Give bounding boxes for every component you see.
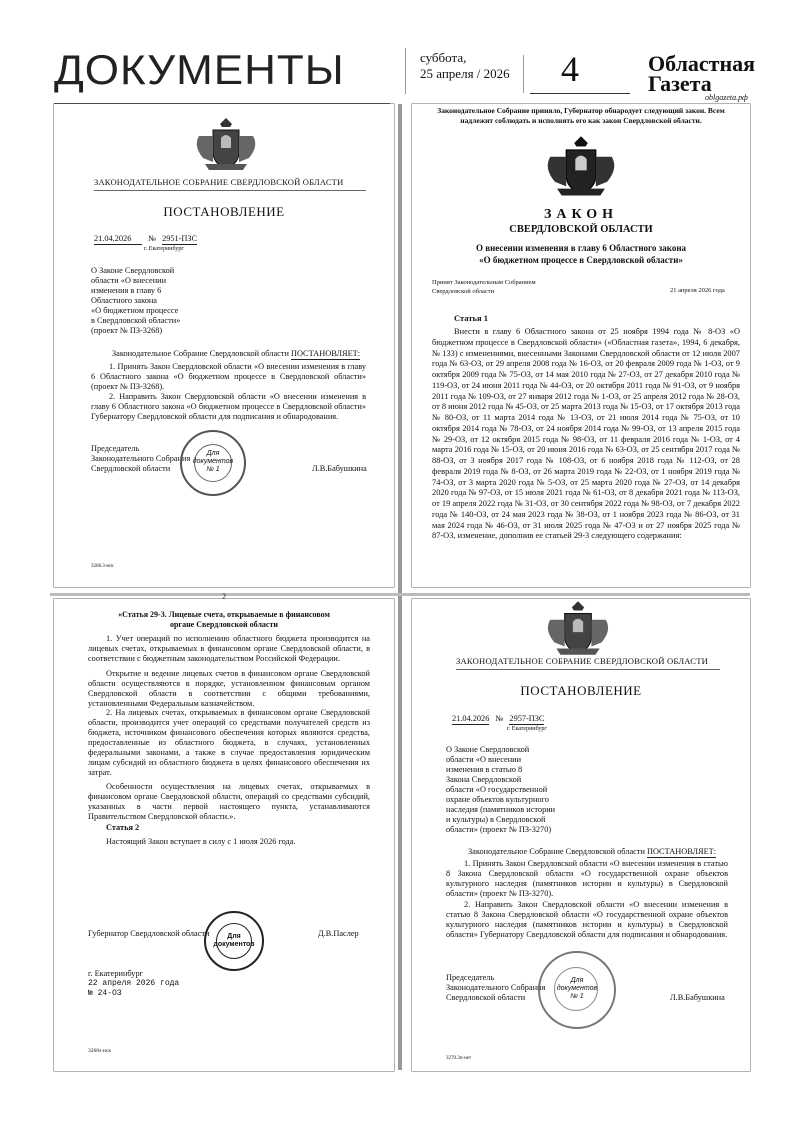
doc4-subject-line: наследия (памятников истории (446, 805, 556, 814)
paper-line2: Газета (648, 71, 712, 96)
doc4-sign-line: Председатель (446, 973, 495, 982)
doc1-intro-line (112, 349, 360, 360)
doc1-org-rule (94, 190, 366, 191)
header-day: суббота, (420, 50, 467, 65)
doc1-p2: 2. Направить Закон Свердловской области «О внесении изменения в главу 6 Областного закона «О бюджетном процессе в Свердловской области» Губернатору Свердловской области для подписания и обнародования. (91, 392, 366, 421)
doc4-subject-line: изменения в статью 8 (446, 765, 523, 774)
doc4-date-line (452, 714, 544, 725)
doc4-subject-line: и культуры) в Свердловской (446, 815, 546, 824)
doc1-intro: Законодательное Собрание Свердловской области (112, 349, 289, 358)
column-separator-bottom (398, 590, 402, 1070)
doc3-p3: 2. На лицевых счетах, открываемых в финансовом органе Свердловской области, производится учет операций со средствами получателей средств из бюджета, источником финансового обеспечения которых являются средства, предоставленные из областного бюджета, в случаях, установленных федеральными законами, а также в случае предоставления юридическим лицам субсидий из областного бюджета в целях финансового обеспечения их затрат. (88, 708, 370, 777)
header-date-value: 25 апреля / 2026 (420, 66, 510, 81)
doc4-org-rule (456, 669, 720, 670)
doc1-subject-line: области «О внесении (91, 276, 167, 285)
doc3-stamp-text (212, 933, 256, 949)
doc4-subject-line: области» (проект № ПЗ-3270) (446, 825, 552, 834)
doc2-subject-line: О внесении изменения в главу 6 Областного закона (475, 243, 687, 253)
coat-of-arms-icon (191, 116, 261, 174)
doc1-signer: Л.В.Бабушкина (312, 464, 367, 473)
doc2-preamble: Законодательное Собрание приняло, Губернатор обнародует следующий закон. Всем надлежит соблюдать и исполнять его как закон Свердловской области. (437, 106, 725, 125)
doc1-subject-line: Областного закона (91, 296, 157, 305)
doc3-page: 2 (222, 592, 226, 601)
doc4-subject-line: области «О государственной (446, 785, 548, 794)
doc4-p2: 2. Направить Закон Свердловской области «О внесении изменения в статью 8 Закона Свердловской области «О государственной охране объектов культурного наследия (памятников истории и культуры) в Свердловской области» Губернатору Свердловской области для подписания и обнародования. (446, 900, 728, 939)
doc1-subject (91, 266, 221, 336)
coat-of-arms-icon (540, 134, 622, 200)
stamp-line: документов (192, 458, 234, 465)
doc3-article2-text: Настоящий Закон вступает в силу с 1 июля 2026 года. (106, 837, 296, 846)
doc4-org: ЗАКОНОДАТЕЛЬНОЕ СОБРАНИЕ СВЕРДЛОВСКОЙ ОБЛАСТИ (456, 656, 709, 666)
stamp-line: Для (206, 450, 220, 457)
doc1-panel (54, 104, 394, 587)
doc4-subject (446, 745, 586, 835)
doc4-subject-line: О Законе Свердловской (446, 745, 530, 754)
doc1-footer: 3268.3-иск (91, 564, 114, 569)
doc1-date-line (94, 234, 197, 245)
doc3-panel (54, 592, 394, 1071)
doc4-signature-block (446, 973, 545, 1003)
doc3-heading (74, 610, 374, 630)
doc4-stamp (538, 951, 616, 1029)
doc4-p1: 1. Принять Закон Свердловской области «О внесении изменения в статью 8 Закона Свердловской области «О государственной охране объектов культурного наследия (памятников истории и культуры) в Свердловской области» (проект № ПЗ-3270). (446, 859, 728, 898)
doc1-subject-line: в Свердловской области» (91, 316, 181, 325)
doc1-resolves: ПОСТАНОВЛЯЕТ: (290, 349, 361, 358)
doc4-type: ПОСТАНОВЛЕНИЕ (520, 683, 642, 698)
doc2-panel (412, 104, 750, 587)
doc4-panel (412, 599, 750, 1071)
column-separator-top (398, 104, 402, 594)
doc1-subject-line: «О бюджетном процессе (91, 306, 179, 315)
page-number: 4 (561, 49, 579, 89)
doc2-body: Внести в главу 6 Областного закона от 25 ноября 1994 года № 8-ОЗ «О бюджетном процессе в Свердловской области» («Областная газета», 1994, 6 декабря, № 133) с изменениями, внесенными Законами Свердловской области от 12 июля 2007 года № 63-ОЗ, от 29 апреля 2008 года № 16-ОЗ, от 20 февраля 2009 года № 1-ОЗ, от 9 октября 2009 года № 75-ОЗ, от 14 мая 2010 года № 27-ОЗ, от 27 декабря 2010 года № 119-ОЗ, от 24 июня 2011 года № 44-ОЗ, от 20 октября 2011 года № 91-ОЗ, от 9 ноября 2011 года № 109-ОЗ, от 27 января 2012 года № 1-ОЗ, от 25 апреля 2012 года № 28-ОЗ, от 8 июня 2012 года № 45-ОЗ, от 25 марта 2013 года № 15-ОЗ, от 17 октября 2013 года № 80-ОЗ, от 11 марта 2014 года № 13-ОЗ, от 21 июля 2014 года № 75-ОЗ, от 10 октября 2014 года № 78-ОЗ, от 24 ноября 2014 года № 99-ОЗ, от 13 апреля 2015 года № 29-ОЗ, от 12 октября 2015 года № 98-ОЗ, от 11 февраля 2016 года № 1-ОЗ, от 4 марта 2016 года № 15-ОЗ, от 20 июня 2016 года № 63-ОЗ, от 25 сентября 2017 года № 88-ОЗ, от 3 ноября 2017 года № 108-ОЗ, от 6 ноября 2018 года № 112-ОЗ, от 28 февраля 2019 года № 8-ОЗ, от 26 марта 2019 года № 22-ОЗ, от 1 ноября 2019 года № 74-ОЗ, от 3 марта 2020 года № 5-ОЗ, от 25 марта 2020 года № 27-ОЗ, от 14 декабря 2020 года № 97-ОЗ, от 15 июля 2021 года № 61-ОЗ, от 8 декабря 2021 года № 113-ОЗ, от 19 апреля 2022 года № 31-ОЗ, от 30 сентября 2022 года № 98-ОЗ, от 7 декабря 2022 года № 140-ОЗ, от 24 мая 2023 года № 38-ОЗ, от 1 ноября 2023 года № 86-ОЗ, от 31 мая 2024 года № 46-ОЗ, от 31 июля 2025 года № 47-ОЗ и от 27 ноября 2025 года № 87-ОЗ, изменение, дополнив ее статьей 29-3 следующего содержания: (432, 327, 740, 541)
stamp-line: документов (556, 985, 598, 992)
doc4-intro-line (468, 847, 716, 858)
doc4-sign-line: Свердловской области (446, 993, 526, 1002)
doc1-date: 21.04.2026 (94, 234, 142, 245)
doc1-sign-line: Свердловской области (91, 464, 171, 473)
doc2-region: СВЕРДЛОВСКОЙ ОБЛАСТИ (509, 224, 653, 235)
doc3-sign-date (88, 979, 179, 999)
doc4-footer: 3270.3п-нет (446, 1056, 472, 1061)
doc1-stamp (180, 430, 246, 496)
doc4-city: г. Екатеринбург (507, 726, 547, 732)
doc2-subject (412, 242, 750, 266)
doc1-org: ЗАКОНОДАТЕЛЬНОЕ СОБРАНИЕ СВЕРДЛОВСКОЙ ОБЛАСТИ (94, 177, 344, 187)
header-divider-2 (523, 55, 524, 93)
header-date (420, 50, 510, 82)
doc3-governor: Губернатор Свердловской области (88, 929, 210, 938)
doc3-stamp (204, 911, 264, 971)
stamp-line: № 1 (206, 466, 220, 473)
doc3-article2: Статья 2 (106, 823, 140, 832)
stamp-line: Для (570, 977, 584, 984)
doc4-subject-line: Закона Свердловской (446, 775, 522, 784)
doc1-type: ПОСТАНОВЛЕНИЕ (163, 204, 285, 219)
stamp-line: Для (227, 933, 241, 940)
doc2-article: Статья 1 (454, 313, 488, 323)
stamp-line: документов (213, 941, 255, 948)
doc4-subject-line: области «О внесении (446, 755, 522, 764)
doc2-adopted-line: Свердловской области (432, 288, 495, 295)
doc1-sign-line: Законодательного Собрания (91, 454, 191, 463)
doc1-sign-line: Председатель (91, 444, 140, 453)
doc4-stamp-text (552, 977, 602, 1001)
doc4-intro: Законодательное Собрание Свердловской области (468, 847, 645, 856)
doc1-num: 2951-ПЗС (162, 234, 198, 243)
doc3-footer: 3268з-иск (88, 1048, 112, 1054)
doc1-city: г. Екатеринбург (144, 246, 184, 252)
doc1-subject-line: изменения в главу 6 (91, 286, 162, 295)
doc3-governor-name: Д.В.Паслер (318, 929, 359, 938)
doc2-subject-line: «О бюджетном процессе в Свердловской области» (479, 255, 683, 265)
doc2-adopted-line: Принят Законодательным Собранием (432, 279, 536, 286)
doc1-num-prefix: № (148, 234, 156, 243)
doc4-date: 21.04.2026 (452, 714, 490, 723)
stamp-line: № 1 (570, 993, 584, 1000)
doc4-subject-line: охране объектов культурного (446, 795, 549, 804)
doc4-resolves: ПОСТАНОВЛЯЕТ: (646, 847, 717, 856)
doc3-heading-line: «Статья 29-3. Лицевые счета, открываемые в финансовом (118, 610, 330, 619)
doc4-num: 2957-ПЗС (509, 714, 545, 723)
doc1-subject-line: (проект № ПЗ-3268) (91, 326, 163, 335)
doc1-subject-line: О Законе Свердловской (91, 266, 175, 275)
doc3-date: 22 апреля 2026 года (88, 979, 180, 988)
doc3-heading-line: органе Свердловской области (169, 620, 279, 629)
header-rule-mid (530, 93, 630, 94)
doc1-p1: 1. Принять Закон Свердловской области «О внесении изменения в главу 6 Областного закона «О бюджетном процессе в Свердловской области» (проект № ПЗ-3268). (91, 362, 366, 391)
doc3-city: г. Екатеринбург (88, 969, 143, 978)
doc2-adopted-date: 21 апреля 2026 года (670, 287, 725, 294)
coat-of-arms-icon (542, 599, 614, 659)
doc4-sign-line: Законодательного Собрания (446, 983, 546, 992)
doc4-signer: Л.В.Бабушкина (670, 993, 725, 1002)
header-divider (405, 48, 406, 94)
doc2-adopted (432, 278, 536, 296)
section-title: ДОКУМЕНТЫ (54, 46, 345, 94)
doc4-num-prefix: № (495, 714, 504, 723)
doc2-title: ЗАКОН (543, 207, 619, 222)
doc3-p4: Особенности осуществления на лицевых счетах, открываемых в финансовом органе Свердловской области, операций со средствами субсидий, указанных в части первой настоящего пункта, устанавливаются Правительством Свердловской области.». (88, 782, 370, 821)
newspaper-name (648, 51, 756, 96)
doc3-p1: 1. Учет операций по исполнению областного бюджета производится на лицевых счетах, открываемых в финансовом органе Свердловской области, в соответствии с бюджетным законодательством Российской Федерации. (88, 634, 370, 663)
paper-line1: Областная (648, 51, 756, 76)
doc3-p2: Открытие и ведение лицевых счетов в финансовом органе Свердловской области осуществляются в порядке, установленном финансовым органом Свердловской области в соответствии с общими требованиями, установленными Федеральным казначейством. (88, 669, 370, 708)
doc1-stamp-text (192, 450, 234, 474)
doc3-num: № 24-ОЗ (88, 989, 122, 998)
newspaper-site: oblgazeta.рф (705, 93, 748, 102)
doc1-signature-block (91, 444, 190, 474)
